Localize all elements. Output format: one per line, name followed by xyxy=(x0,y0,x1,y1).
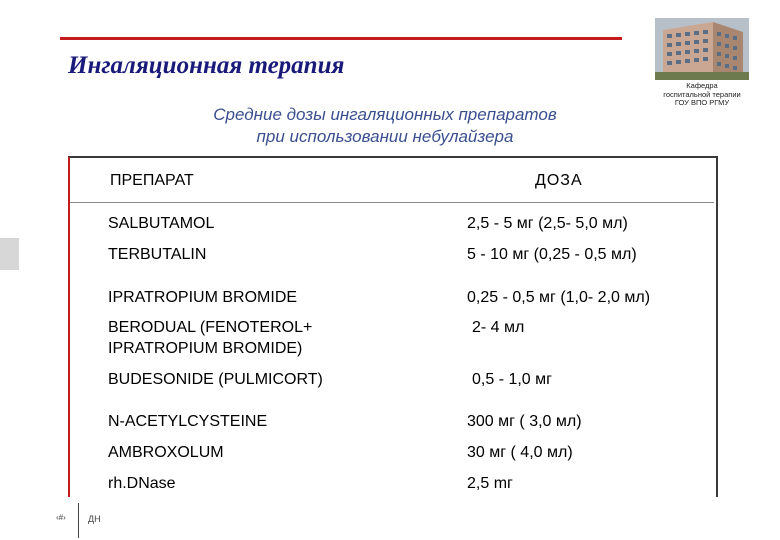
table-row-drug: IPRATROPIUM BROMIDE xyxy=(108,289,298,306)
table-row-drug: AMBROXOLUM xyxy=(108,444,224,461)
table-row-drug: SALBUTAMOL xyxy=(108,215,215,232)
page-subtitle xyxy=(140,104,630,148)
table-row-dose: 0,25 - 0,5 мг (1,0- 2,0 мл) xyxy=(467,289,651,306)
table-row-drug: BUDESONIDE (PULMICORT) xyxy=(108,371,323,388)
subtitle-line: Средние дозы ингаляционных препаратов xyxy=(213,105,557,124)
drug-line: BERODUAL (FENOTEROL+ xyxy=(108,319,313,336)
table-row-drug xyxy=(108,317,312,359)
footer-divider xyxy=(78,503,79,538)
table-row-dose: 2- 4 мл xyxy=(472,319,525,336)
table-row-drug: TERBUTALIN xyxy=(108,246,207,263)
logo-caption-line: Кафедра xyxy=(686,81,718,90)
column-header-dose: ДОЗА xyxy=(535,172,583,189)
slide-number: ‹#› xyxy=(56,513,66,522)
table-row-dose: 5 - 10 мг (0,25 - 0,5 мл) xyxy=(467,246,637,263)
table-row-dose: 2,5 - 5 мг (2,5- 5,0 мл) xyxy=(467,215,628,232)
page-title: Ингаляционная терапия xyxy=(68,52,345,79)
table-row-drug: rh.DNase xyxy=(108,475,176,492)
logo-caption xyxy=(650,82,754,108)
table-row-dose: 0,5 - 1,0 мг xyxy=(472,371,552,388)
header-divider xyxy=(70,202,714,203)
drug-line: IPRATROPIUM BROMIDE) xyxy=(108,340,303,357)
title-divider xyxy=(60,37,622,40)
table-row-drug: N-ACETYLCYSTEINE xyxy=(108,413,268,430)
table-row-dose: 300 мг ( 3,0 мл) xyxy=(467,413,582,430)
side-tab xyxy=(0,238,19,270)
building-logo xyxy=(655,18,749,80)
table-row-dose: 30 мг ( 4,0 мл) xyxy=(467,444,573,461)
subtitle-line: при использовании небулайзера xyxy=(256,127,514,146)
column-header-drug: ПРЕПАРАТ xyxy=(110,172,194,189)
table-row-dose: 2,5 mг xyxy=(467,475,513,492)
footer-author: ДН xyxy=(88,514,101,524)
logo-caption-line: ГОУ ВПО РГМУ xyxy=(674,98,730,107)
logo-caption-line: госпитальной терапии xyxy=(663,89,741,99)
